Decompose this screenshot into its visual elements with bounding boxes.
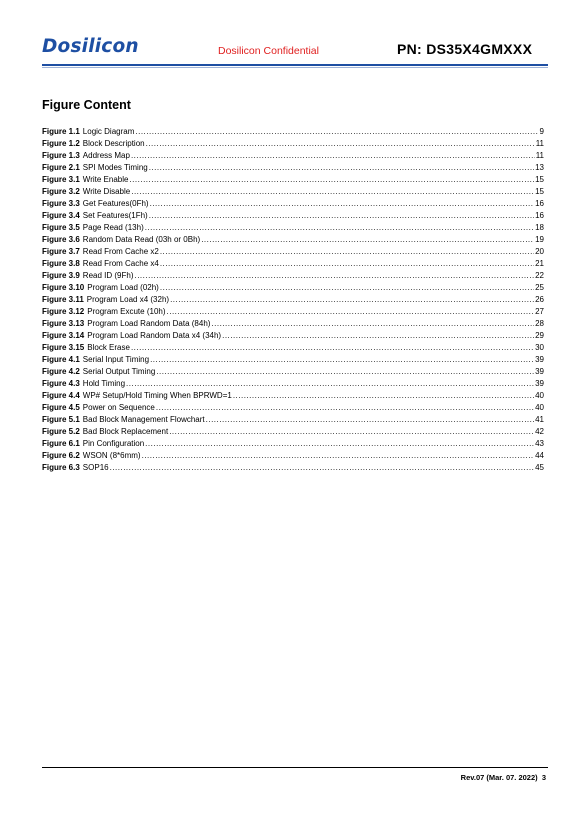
toc-entry-page: 30 — [535, 343, 544, 352]
toc-entry-page: 18 — [535, 223, 544, 232]
toc-entry-number: Figure 1.3 — [42, 151, 80, 160]
toc-dot-leader — [134, 270, 534, 282]
toc-entry-title: Random Data Read (03h or 0Bh) — [82, 235, 201, 244]
toc-entry-page: 21 — [535, 259, 544, 268]
toc-entry-title: Pin Configuration — [82, 439, 145, 448]
toc-entry-title: Program Excute (10h) — [87, 307, 166, 316]
toc-entry-number: Figure 3.5 — [42, 223, 80, 232]
toc-entry[interactable] — [42, 222, 544, 234]
toc-entry-number: Figure 3.12 — [42, 307, 85, 316]
toc-entry-number: Figure 3.6 — [42, 235, 80, 244]
toc-dot-leader — [126, 378, 534, 390]
toc-dot-leader — [170, 294, 534, 306]
toc-entry-number: Figure 5.1 — [42, 415, 80, 424]
toc-dot-leader — [233, 390, 534, 402]
toc-entry[interactable] — [42, 198, 544, 210]
toc-entry[interactable] — [42, 354, 544, 366]
toc-entry-title: Power on Sequence — [82, 403, 155, 412]
toc-entry[interactable] — [42, 342, 544, 354]
toc-entry-page: 45 — [535, 463, 544, 472]
toc-entry-number: Figure 6.1 — [42, 439, 80, 448]
toc-entry[interactable] — [42, 294, 544, 306]
toc-entry-page: 40 — [535, 391, 544, 400]
toc-entry[interactable] — [42, 126, 544, 138]
toc-entry-title: Bad Block Replacement — [82, 427, 169, 436]
toc-dot-leader — [145, 222, 534, 234]
toc-entry-number: Figure 4.4 — [42, 391, 80, 400]
toc-dot-leader — [160, 282, 534, 294]
toc-dot-leader — [149, 210, 534, 222]
toc-entry[interactable] — [42, 138, 544, 150]
page-number: 3 — [541, 773, 546, 782]
toc-dot-leader — [167, 306, 535, 318]
toc-entry-title: Read From Cache x2 — [82, 247, 159, 256]
toc-entry-page: 22 — [535, 271, 544, 280]
toc-entry-page: 13 — [535, 163, 544, 172]
header-divider-thin — [42, 67, 548, 68]
toc-dot-leader — [201, 234, 534, 246]
toc-entry-title: Bad Block Management Flowchart — [82, 415, 205, 424]
toc-entry[interactable] — [42, 438, 544, 450]
toc-entry[interactable] — [42, 318, 544, 330]
toc-entry-page: 15 — [535, 187, 544, 196]
revision-label: Rev.07 (Mar. 07. 2022) — [460, 773, 538, 782]
toc-entry-title: Program Load Random Data x4 (34h) — [87, 331, 222, 340]
toc-dot-leader — [131, 186, 534, 198]
footer — [461, 773, 546, 782]
toc-entry[interactable] — [42, 414, 544, 426]
toc-entry-number: Figure 6.3 — [42, 463, 80, 472]
toc-entry[interactable] — [42, 150, 544, 162]
toc-entry-page: 26 — [535, 295, 544, 304]
toc-dot-leader — [160, 258, 534, 270]
toc-entry[interactable] — [42, 282, 544, 294]
toc-entry-title: Set Features(1Fh) — [82, 211, 148, 220]
toc-entry-number: Figure 5.2 — [42, 427, 80, 436]
figure-toc-list — [42, 126, 544, 474]
page-title: Figure Content — [42, 98, 131, 112]
header-divider — [42, 64, 548, 66]
toc-entry[interactable] — [42, 306, 544, 318]
toc-dot-leader — [156, 402, 534, 414]
toc-entry-number: Figure 3.1 — [42, 175, 80, 184]
part-number: PN: DS35X4GMXXX — [397, 41, 533, 57]
toc-entry-number: Figure 3.8 — [42, 259, 80, 268]
toc-entry-title: Read ID (9Fh) — [82, 271, 134, 280]
confidential-label: Dosilicon Confidential — [218, 45, 319, 57]
toc-entry[interactable] — [42, 270, 544, 282]
toc-entry-page: 28 — [535, 319, 544, 328]
toc-dot-leader — [211, 318, 534, 330]
toc-dot-leader — [169, 426, 534, 438]
toc-dot-leader — [129, 174, 534, 186]
toc-entry-page: 43 — [535, 439, 544, 448]
toc-entry-title: Serial Output Timing — [82, 367, 156, 376]
toc-entry-page: 11 — [535, 139, 544, 148]
toc-entry-page: 27 — [535, 307, 544, 316]
toc-entry-number: Figure 3.13 — [42, 319, 85, 328]
toc-entry-page: 16 — [535, 199, 544, 208]
company-logo: Dosilicon — [42, 36, 139, 57]
toc-dot-leader — [150, 354, 534, 366]
toc-entry[interactable] — [42, 186, 544, 198]
toc-entry-number: Figure 4.5 — [42, 403, 80, 412]
toc-dot-leader — [131, 342, 534, 354]
toc-entry-title: Block Description — [82, 139, 145, 148]
toc-entry-number: Figure 3.9 — [42, 271, 80, 280]
toc-entry-page: 42 — [535, 427, 544, 436]
toc-entry-number: Figure 3.3 — [42, 199, 80, 208]
toc-entry-title: WP# Setup/Hold Timing When BPRWD=1 — [82, 391, 232, 400]
toc-entry-page: 39 — [535, 355, 544, 364]
toc-entry[interactable] — [42, 174, 544, 186]
toc-entry[interactable] — [42, 210, 544, 222]
toc-entry-number: Figure 3.15 — [42, 343, 85, 352]
toc-entry-title: WSON (8*6mm) — [82, 451, 141, 460]
toc-entry-title: SOP16 — [82, 463, 109, 472]
toc-entry-number: Figure 3.7 — [42, 247, 80, 256]
toc-entry-title: Block Erase — [87, 343, 130, 352]
toc-dot-leader — [142, 450, 535, 462]
toc-entry-number: Figure 3.4 — [42, 211, 80, 220]
toc-entry-title: Hold Timing — [82, 379, 126, 388]
toc-dot-leader — [110, 462, 535, 474]
toc-entry-title: Write Disable — [82, 187, 131, 196]
toc-entry[interactable] — [42, 330, 544, 342]
toc-entry[interactable] — [42, 450, 544, 462]
toc-dot-leader — [156, 366, 534, 378]
toc-entry[interactable] — [42, 246, 544, 258]
toc-entry-number: Figure 1.2 — [42, 139, 80, 148]
toc-entry-number: Figure 4.2 — [42, 367, 80, 376]
toc-dot-leader — [149, 162, 534, 174]
toc-entry-title: Write Enable — [82, 175, 129, 184]
toc-dot-leader — [150, 198, 534, 210]
toc-entry[interactable] — [42, 258, 544, 270]
toc-entry-number: Figure 1.1 — [42, 127, 80, 136]
toc-dot-leader — [135, 126, 538, 138]
toc-entry[interactable] — [42, 462, 544, 474]
toc-entry[interactable] — [42, 234, 544, 246]
toc-entry-number: Figure 3.14 — [42, 331, 85, 340]
toc-entry-page: 40 — [535, 403, 544, 412]
toc-dot-leader — [206, 414, 534, 426]
footer-divider — [42, 767, 548, 768]
toc-entry-page: 39 — [535, 367, 544, 376]
toc-entry-title: Address Map — [82, 151, 130, 160]
toc-dot-leader — [146, 138, 535, 150]
toc-entry-title: Program Load (02h) — [87, 283, 159, 292]
toc-entry[interactable] — [42, 390, 544, 402]
toc-dot-leader — [145, 438, 534, 450]
toc-entry-page: 9 — [539, 127, 544, 136]
toc-entry[interactable] — [42, 426, 544, 438]
toc-entry[interactable] — [42, 366, 544, 378]
toc-entry-page: 16 — [535, 211, 544, 220]
toc-entry-page: 29 — [535, 331, 544, 340]
toc-dot-leader — [222, 330, 534, 342]
toc-entry-title: Program Load x4 (32h) — [86, 295, 170, 304]
toc-entry-page: 39 — [535, 379, 544, 388]
toc-entry[interactable] — [42, 402, 544, 414]
toc-entry-number: Figure 2.1 — [42, 163, 80, 172]
toc-entry-page: 20 — [535, 247, 544, 256]
toc-entry-page: 15 — [535, 175, 544, 184]
toc-entry[interactable] — [42, 378, 544, 390]
toc-dot-leader — [131, 150, 535, 162]
toc-entry-title: Program Load Random Data (84h) — [87, 319, 211, 328]
toc-entry-title: Page Read (13h) — [82, 223, 144, 232]
toc-entry-title: Serial Input Timing — [82, 355, 150, 364]
toc-entry-number: Figure 3.2 — [42, 187, 80, 196]
toc-entry-title: Get Features(0Fh) — [82, 199, 149, 208]
toc-entry-page: 44 — [535, 451, 544, 460]
toc-entry-page: 25 — [535, 283, 544, 292]
toc-entry-number: Figure 3.11 — [42, 295, 84, 304]
toc-entry-page: 41 — [535, 415, 544, 424]
toc-entry-number: Figure 4.1 — [42, 355, 80, 364]
toc-entry-title: SPI Modes Timing — [82, 163, 148, 172]
toc-entry-number: Figure 3.10 — [42, 283, 85, 292]
toc-entry-number: Figure 4.3 — [42, 379, 80, 388]
toc-entry-page: 19 — [535, 235, 544, 244]
toc-entry-page: 11 — [535, 151, 544, 160]
toc-entry-title: Read From Cache x4 — [82, 259, 159, 268]
toc-entry-title: Logic Diagram — [82, 127, 135, 136]
toc-entry-number: Figure 6.2 — [42, 451, 80, 460]
toc-entry[interactable] — [42, 162, 544, 174]
toc-dot-leader — [160, 246, 534, 258]
